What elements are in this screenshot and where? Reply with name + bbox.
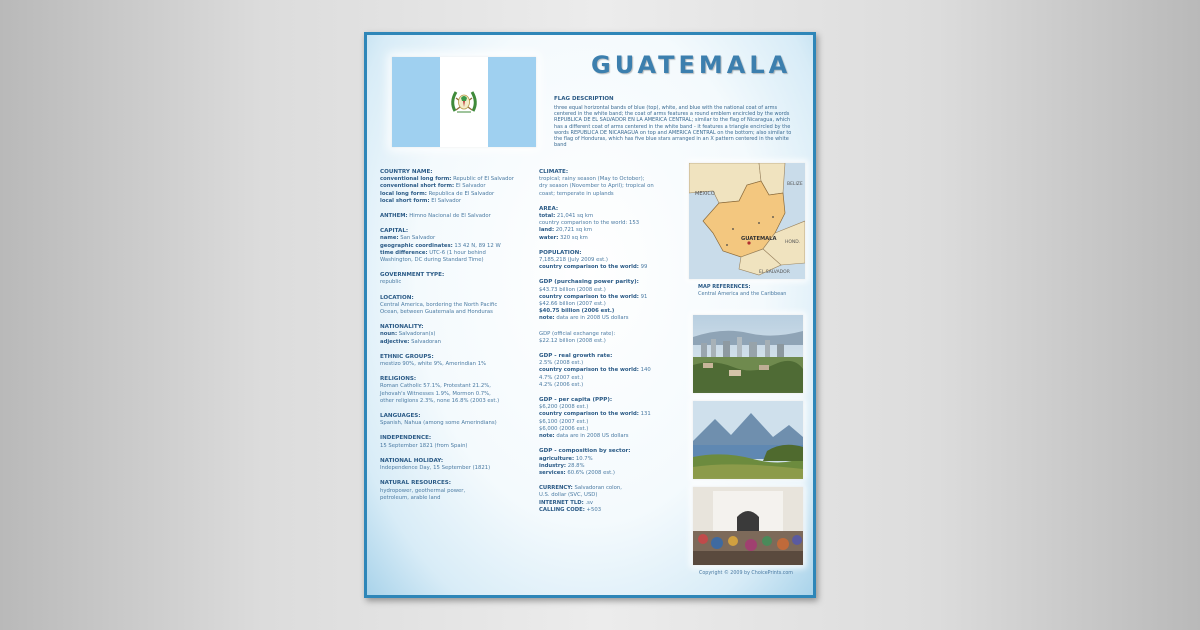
fact-label: conventional short form: — [380, 183, 455, 190]
fact-section — [380, 435, 520, 449]
fact-section — [380, 324, 520, 346]
fact-value: 91 — [638, 293, 648, 300]
fact-line — [380, 279, 520, 286]
fact-section — [380, 458, 520, 472]
fact-line — [539, 492, 684, 499]
fact-section — [539, 250, 684, 272]
poster-body — [367, 35, 813, 595]
fact-heading: NATIONALITY: — [380, 324, 424, 331]
fact-value: 99 — [638, 264, 648, 271]
map-label-belize: BELIZE — [787, 182, 803, 187]
fact-line — [380, 250, 520, 257]
fact-heading: GOVERNMENT TYPE: — [380, 272, 445, 279]
fact-value: +503 — [584, 506, 602, 513]
page-title: GUATEMALA — [591, 51, 792, 79]
fact-value: 7,185,218 (July 2009 est.) — [539, 257, 608, 264]
fact-value: Washington, DC during Standard Time) — [380, 257, 484, 264]
fact-line — [539, 338, 684, 345]
fact-section — [380, 228, 520, 264]
fact-section — [380, 272, 520, 286]
fact-value: country comparison to the world: 153 — [539, 220, 640, 227]
fact-line — [380, 398, 520, 405]
fact-line — [539, 227, 684, 234]
fact-line — [539, 470, 684, 477]
fact-line — [380, 420, 520, 427]
fact-value: El Salvador — [454, 183, 486, 190]
region-map — [689, 163, 805, 279]
fact-line — [380, 339, 520, 346]
fact-section — [539, 353, 684, 389]
fact-label: noun: — [380, 331, 398, 338]
fact-label: country comparison to the world: — [539, 264, 639, 271]
fact-label: land: — [539, 227, 555, 234]
fact-line — [539, 308, 684, 315]
flag-image — [392, 57, 536, 147]
flag-band-left — [392, 57, 440, 147]
fact-label: geographic coordinates: — [380, 242, 453, 249]
fact-value: 15 September 1821 (from Spain) — [380, 442, 468, 449]
fact-heading: GDP - real growth rate: — [539, 353, 613, 360]
fact-line — [380, 361, 520, 368]
flag-band-center — [440, 57, 488, 147]
fact-line — [539, 507, 684, 514]
fact-line — [380, 309, 520, 316]
fact-value: $6,200 (2008 est.) — [539, 404, 589, 411]
fact-value: UTC-6 (1 hour behind — [427, 249, 486, 256]
fact-line — [380, 191, 520, 198]
fact-heading: RELIGIONS: — [380, 376, 417, 383]
fact-line — [539, 433, 684, 440]
fact-value: 4.2% (2006 est.) — [539, 381, 584, 388]
fact-value: 13 42 N, 89 12 W — [452, 242, 501, 249]
fact-value: Central America, bordering the North Pacific — [380, 301, 498, 308]
fact-value: hydropower, geothermal power, — [380, 487, 466, 494]
fact-section — [380, 213, 520, 220]
fact-section — [539, 485, 684, 514]
fact-label: $40.75 billion (2006 est.) — [539, 308, 615, 315]
fact-label: ANTHEM: — [380, 213, 408, 220]
fact-label: CALLING CODE: — [539, 506, 585, 513]
map-references-text: Central America and the Caribbean — [698, 291, 787, 297]
fact-section — [539, 448, 684, 477]
fact-value: U.S. dollar (SVC, USD) — [539, 492, 598, 499]
fact-value: data are in 2008 US dollars — [554, 433, 629, 440]
fact-value: Ocean, between Guatemala and Honduras — [380, 309, 493, 316]
fact-value: 60.6% (2008 est.) — [565, 469, 615, 476]
fact-label: note: — [539, 433, 555, 440]
fact-value: dry season (November to April); tropical on — [539, 183, 654, 190]
facts-column-left — [380, 169, 520, 510]
fact-line — [380, 391, 520, 398]
fact-value: El Salvador — [429, 197, 462, 204]
fact-label: note: — [539, 315, 555, 322]
fact-line — [539, 411, 684, 418]
fact-value: 320 sq km — [558, 234, 588, 241]
fact-section — [539, 169, 684, 198]
fact-line — [539, 315, 684, 322]
fact-section — [539, 279, 684, 322]
facts-column-middle — [539, 169, 684, 522]
fact-value: Himno Nacional de El Salvador — [407, 213, 491, 220]
lake-volcano-image — [693, 401, 803, 479]
fact-line — [539, 463, 684, 470]
fact-label: local long form: — [380, 190, 427, 197]
market-church-image — [693, 487, 803, 565]
flag-description-heading: FLAG DESCRIPTION — [554, 96, 614, 102]
map-label-el-salvador: EL SALVADOR — [759, 270, 790, 275]
fact-value: .sv — [583, 499, 593, 506]
fact-value: mestizo 90%, white 9%, Amerindian 1% — [380, 361, 487, 368]
fact-line — [539, 191, 684, 198]
fact-line — [380, 257, 520, 264]
fact-value: tropical; rainy season (May to October); — [539, 176, 645, 183]
fact-value: other religions 2.3%, none 16.8% (2003 est.) — [380, 397, 500, 404]
fact-line — [380, 198, 520, 205]
fact-value: Jehovah's Witnesses 1.9%, Mormon 0.7%, — [380, 390, 491, 397]
fact-value: 21,041 sq km — [555, 213, 594, 220]
map-label-honduras: HOND. — [785, 240, 801, 245]
fact-section — [380, 413, 520, 427]
fact-value: $6,000 (2006 est.) — [539, 425, 589, 432]
fact-label: agriculture: — [539, 455, 575, 462]
fact-section — [380, 480, 520, 502]
fact-value: Salvadoran(s) — [397, 331, 436, 338]
fact-heading: NATIONAL HOLIDAY: — [380, 457, 444, 464]
fact-heading: INDEPENDENCE: — [380, 435, 432, 442]
coat-of-arms-icon — [447, 85, 481, 119]
fact-heading: POPULATION: — [539, 249, 582, 256]
city-photo — [693, 315, 803, 393]
fact-label: country comparison to the world: — [539, 293, 639, 300]
market-photo — [693, 487, 803, 565]
fact-line — [380, 235, 520, 242]
fact-value: Republica de El Salvador — [426, 190, 495, 197]
fact-heading: GDP - composition by sector: — [539, 448, 631, 455]
fact-value: Salvadoran colon, — [572, 485, 622, 492]
fact-line — [539, 426, 684, 433]
fact-line — [539, 183, 684, 190]
fact-heading: LOCATION: — [380, 294, 414, 301]
fact-label: industry: — [539, 462, 567, 469]
fact-line — [539, 485, 684, 492]
country-poster — [364, 32, 816, 598]
fact-value: $6,100 (2007 est.) — [539, 418, 589, 425]
fact-line — [539, 382, 684, 389]
map-icon — [689, 163, 805, 279]
fact-line — [539, 331, 684, 338]
fact-line — [380, 243, 520, 250]
fact-line — [380, 176, 520, 183]
city-skyline-image — [693, 315, 803, 393]
fact-value: 28.8% — [566, 462, 585, 469]
fact-value: 4.7% (2007 est.) — [539, 374, 584, 381]
fact-value: data are in 2008 US dollars — [554, 315, 629, 322]
fact-heading: AREA: — [539, 205, 559, 212]
copyright-text: Copyright © 2009 by ChoicePrints.com — [699, 571, 793, 576]
fact-line — [380, 495, 520, 502]
fact-line — [380, 302, 520, 309]
fact-line — [539, 375, 684, 382]
fact-heading: ETHNIC GROUPS: — [380, 353, 434, 360]
fact-value: $43.73 billion (2008 est.) — [539, 286, 606, 293]
map-label-mexico: MEXICO — [695, 191, 715, 197]
fact-section — [539, 331, 684, 345]
flag-description-text: three equal horizontal bands of blue (top), white, and blue with the national coat of arms centered in the white band; the coat of arms features a round emblem encircled by the words REPUBLICA DE EL SALVADOR EN LA AMERICA CENTRAL; similar to the flag of Nicaragua, which has a different coat of arms centered in the white band - it features a triangle encircled by the words REPUBLICA DE NICARAGUA on top and AMERICA CENTRAL on the bottom; also similar to the flag of Honduras, which has five blue stars arranged in an X pattern centered in the white band — [554, 105, 792, 149]
fact-label: conventional long form: — [380, 176, 452, 183]
fact-label: INTERNET TLD: — [539, 499, 584, 506]
fact-line — [380, 331, 520, 338]
map-label-guatemala: GUATEMALA — [741, 236, 777, 242]
fact-label: name: — [380, 235, 399, 242]
fact-heading: LANGUAGES: — [380, 413, 421, 420]
fact-line — [539, 500, 684, 507]
fact-line — [380, 465, 520, 472]
fact-section — [539, 206, 684, 242]
fact-value: 140 — [638, 367, 651, 374]
fact-value: petroleum, arable land — [380, 494, 441, 501]
fact-line — [380, 488, 520, 495]
fact-heading: NATURAL RESOURCES: — [380, 480, 452, 487]
fact-line — [539, 213, 684, 220]
fact-value: Independence Day, 15 September (1821) — [380, 465, 491, 472]
fact-heading: CAPITAL: — [380, 228, 409, 235]
fact-label: country comparison to the world: — [539, 411, 639, 418]
fact-line — [539, 176, 684, 183]
fact-heading: CLIMATE: — [539, 169, 569, 175]
fact-label: water: — [539, 234, 559, 241]
fact-line — [539, 301, 684, 308]
fact-value: 10.7% — [574, 455, 593, 462]
fact-value: republic — [380, 279, 402, 286]
fact-line — [539, 235, 684, 242]
fact-line — [380, 183, 520, 190]
fact-line — [539, 360, 684, 367]
fact-heading: GDP - per capita (PPP): — [539, 397, 613, 404]
fact-line — [539, 264, 684, 271]
fact-section — [539, 397, 684, 440]
fact-heading: GDP (purchasing power parity): — [539, 279, 639, 286]
fact-value: 20,721 sq km — [554, 227, 593, 234]
fact-value: $22.12 billion (2008 est.) — [539, 337, 606, 344]
fact-line — [380, 443, 520, 450]
fact-label: country comparison to the world: — [539, 367, 639, 374]
fact-value: Spanish, Nahua (among some Amerindians) — [380, 420, 497, 427]
fact-section — [380, 295, 520, 317]
fact-line — [539, 294, 684, 301]
fact-line — [539, 220, 684, 227]
fact-label: total: — [539, 213, 556, 220]
fact-value: coast; temperate in uplands — [539, 190, 614, 197]
fact-section — [380, 376, 520, 405]
fact-line — [380, 213, 520, 220]
map-references-heading: MAP REFERENCES: — [698, 284, 751, 290]
fact-section — [380, 354, 520, 368]
fact-line — [380, 383, 520, 390]
fact-value: 131 — [638, 411, 651, 418]
fact-section — [380, 169, 520, 205]
fact-value: Roman Catholic 57.1%, Protestant 21.2%, — [380, 383, 491, 390]
fact-line — [539, 456, 684, 463]
fact-value: $42.66 billion (2007 est.) — [539, 301, 606, 308]
flag-band-right — [488, 57, 536, 147]
fact-line — [539, 404, 684, 411]
fact-label: time difference: — [380, 249, 428, 256]
fact-label: adjective: — [380, 338, 410, 345]
fact-value: GDP (official exchange rate): — [539, 330, 616, 337]
fact-label: local short form: — [380, 197, 430, 204]
fact-value: 2.5% (2008 est.) — [539, 360, 584, 367]
fact-label: services: — [539, 469, 566, 476]
fact-line — [539, 367, 684, 374]
fact-value: Salvadoran — [409, 338, 441, 345]
fact-value: Republic of El Salvador — [451, 176, 514, 183]
fact-line — [539, 419, 684, 426]
fact-value: San Salvador — [398, 235, 436, 242]
fact-line — [539, 287, 684, 294]
fact-label: CURRENCY: — [539, 485, 573, 492]
fact-line — [539, 257, 684, 264]
lake-volcano-photo — [693, 401, 803, 479]
fact-heading: COUNTRY NAME: — [380, 169, 433, 175]
